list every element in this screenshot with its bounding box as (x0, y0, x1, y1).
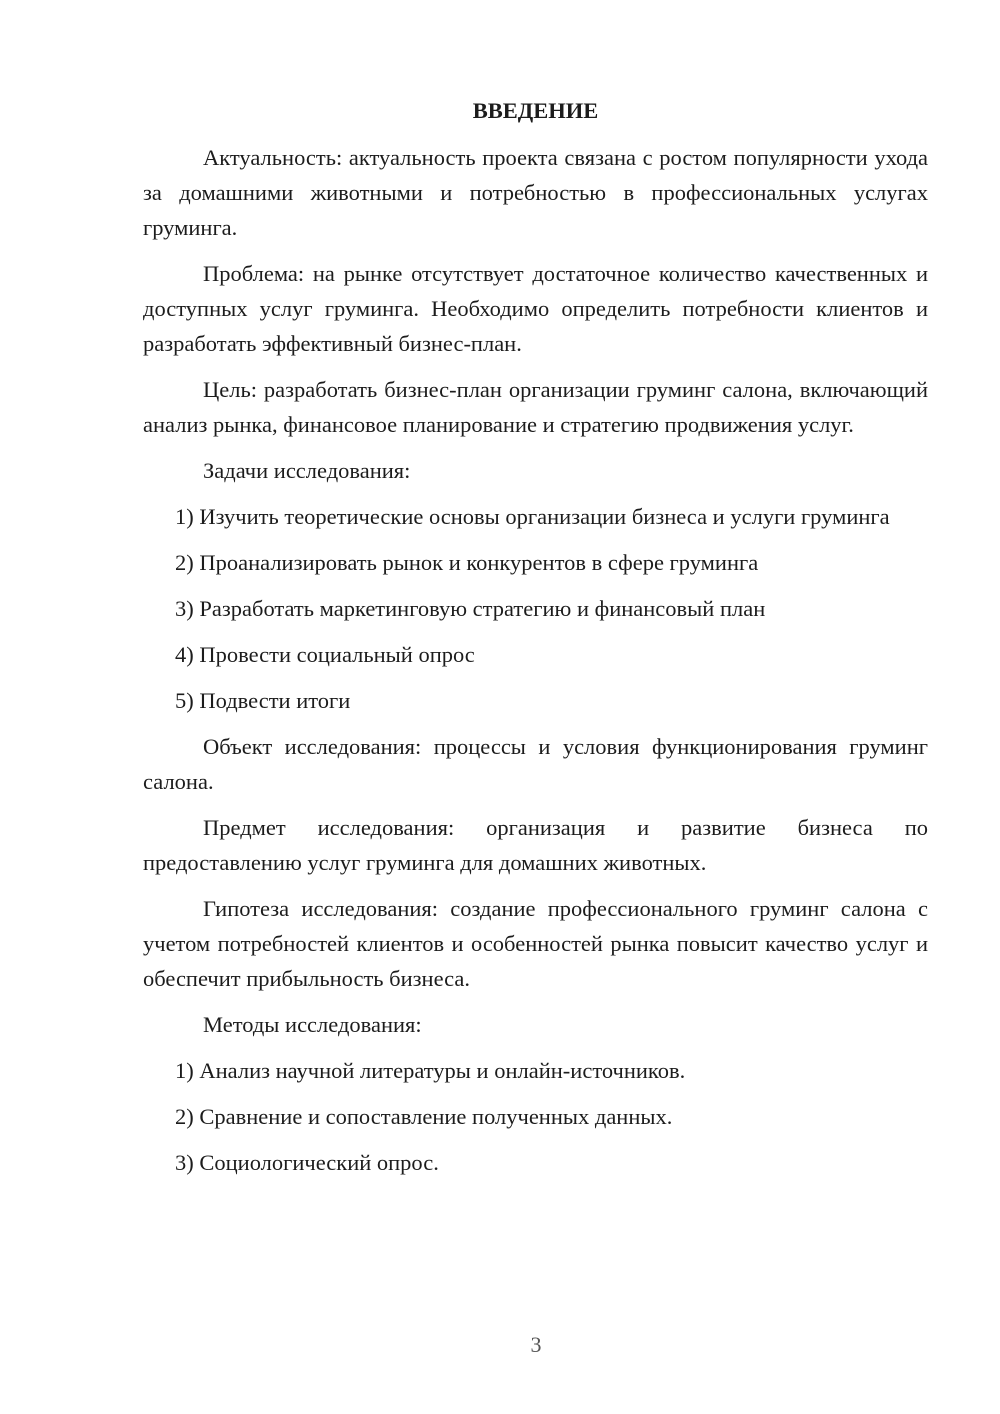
task-item-4: 4) Провести социальный опрос (175, 642, 475, 667)
task-item-3: 3) Разработать маркетинговую стратегию и финансовый план (175, 596, 766, 621)
task-item-1: 1) Изучить теоретические основы организации бизнеса и услуги груминга (175, 504, 890, 529)
problem-paragraph: Проблема: на рынке отсутствует достаточное количество качественных и доступных услуг груминга. Необходимо определить потребности клиентов и разработать эффективный бизнес-план. (143, 261, 928, 356)
task-item-2: 2) Проанализировать рынок и конкурентов в сфере груминга (175, 550, 759, 575)
section-heading: ВВЕДЕНИЕ (472, 98, 599, 123)
method-item-1: 1) Анализ научной литературы и онлайн-источников. (175, 1058, 686, 1083)
page-number: 3 (530, 1332, 542, 1357)
task-item-5: 5) Подвести итоги (175, 688, 351, 713)
hypothesis-paragraph: Гипотеза исследования: создание профессионального груминг салона с учетом потребностей клиентов и особенностей рынка повысит качество услуг и обеспечит прибыльность бизнеса. (143, 896, 928, 991)
methods-label: Методы исследования: (203, 1012, 422, 1037)
page-content (143, 96, 928, 1191)
relevance-paragraph: Актуальность: актуальность проекта связана с ростом популярности ухода за домашними животными и потребностью в профессиональных услугах груминга. (143, 145, 928, 240)
tasks-label: Задачи исследования: (203, 458, 411, 483)
subject-paragraph: Предмет исследования: организация и развитие бизнеса по предоставлению услуг груминга для домашних животных. (143, 815, 928, 875)
object-paragraph: Объект исследования: процессы и условия функционирования груминг салона. (143, 734, 928, 794)
goal-paragraph: Цель: разработать бизнес-план организации груминг салона, включающий анализ рынка, финансовое планирование и стратегию продвижения услуг. (143, 377, 928, 437)
method-item-3: 3) Социологический опрос. (175, 1150, 439, 1175)
method-item-2: 2) Сравнение и сопоставление полученных данных. (175, 1104, 673, 1129)
